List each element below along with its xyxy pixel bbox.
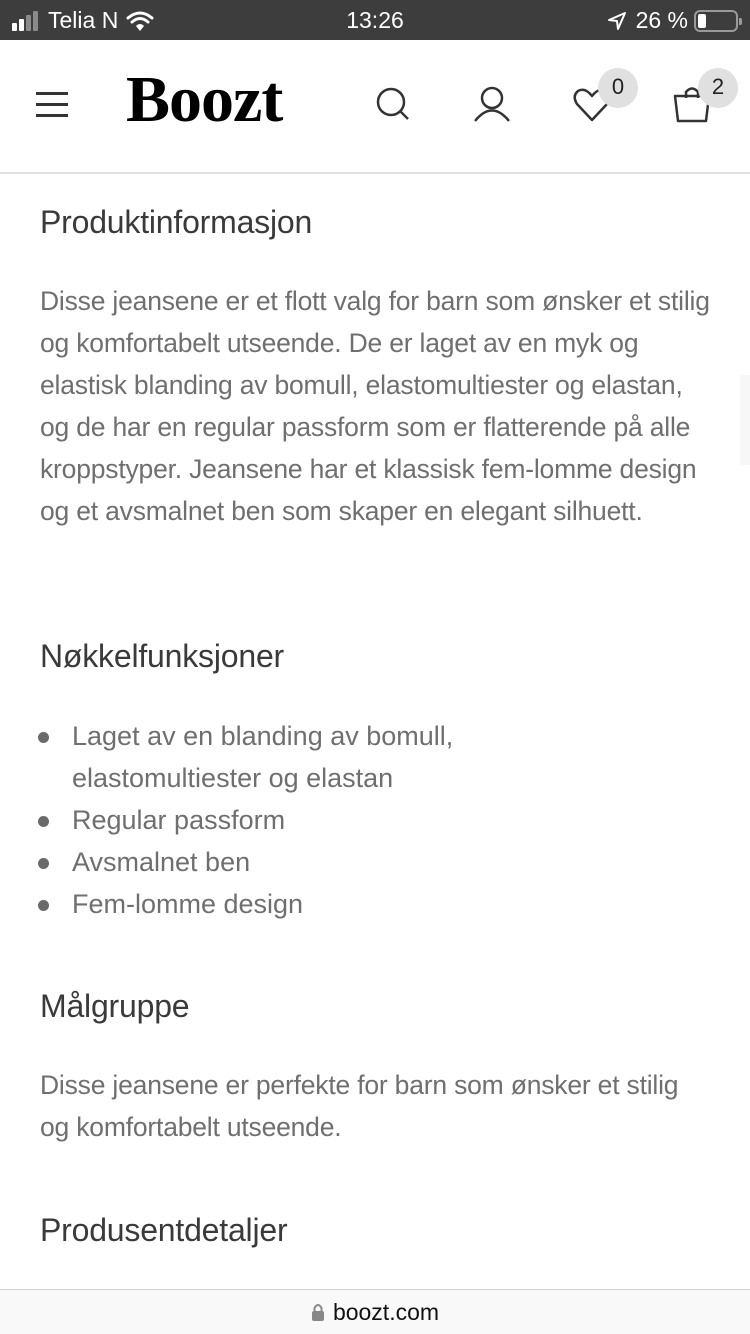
search-button[interactable] (373, 84, 413, 124)
cart-button[interactable] (672, 74, 725, 124)
url-text: boozt.com (332, 1298, 440, 1325)
scrollbar[interactable] (740, 375, 750, 465)
status-right (606, 7, 738, 34)
location-arrow-icon (606, 10, 628, 32)
battery-percent: 26 % (635, 7, 688, 33)
browser-url-bar[interactable] (0, 1289, 750, 1334)
key-features-list (40, 715, 712, 925)
target-group-text: Disse jeansene er perfekte for barn som ønsker et stilig og komfortabelt utseende. (40, 1070, 679, 1142)
cart-count-badge: 2 (698, 68, 738, 108)
section-title-target-group: Målgruppe (40, 988, 190, 1024)
account-icon (472, 84, 512, 124)
menu-button[interactable] (36, 92, 68, 118)
section-title-manufacturer: Produsentdetaljer (40, 1212, 288, 1248)
account-button[interactable] (472, 84, 512, 124)
wishlist-button[interactable] (572, 74, 625, 124)
status-bar (0, 0, 750, 40)
section-title-product-info: Produktinformasjon (40, 204, 313, 240)
search-icon (373, 84, 413, 124)
list-item: Laget av en blanding av bomull, elastomultiester og elastan (40, 715, 712, 799)
lock-icon (311, 1302, 325, 1322)
carrier-name: Telia N (48, 7, 119, 33)
site-header (0, 40, 750, 174)
section-title-key-features: Nøkkelfunksjoner (40, 638, 285, 674)
list-item: Regular passform (40, 799, 712, 841)
wishlist-count-badge: 0 (598, 68, 638, 108)
boozt-logo[interactable]: Boozt (126, 63, 283, 136)
clock: 13:26 (346, 7, 404, 33)
product-info-text: Disse jeansene er et flott valg for barn som ønsker et stilig og komfortabelt utseende. De er laget av en myk og elastisk blanding av bomull, elastomultiester og elastan, og de har en regular passform som er flatterende på alle kroppstyper. Jeansene har et klassisk fem-lomme design og et avsmalnet ben som skaper en elegant silhuett. (40, 286, 710, 526)
list-item: Fem-lomme design (40, 883, 712, 925)
list-item: Avsmalnet ben (40, 841, 712, 883)
battery-icon (694, 10, 738, 32)
